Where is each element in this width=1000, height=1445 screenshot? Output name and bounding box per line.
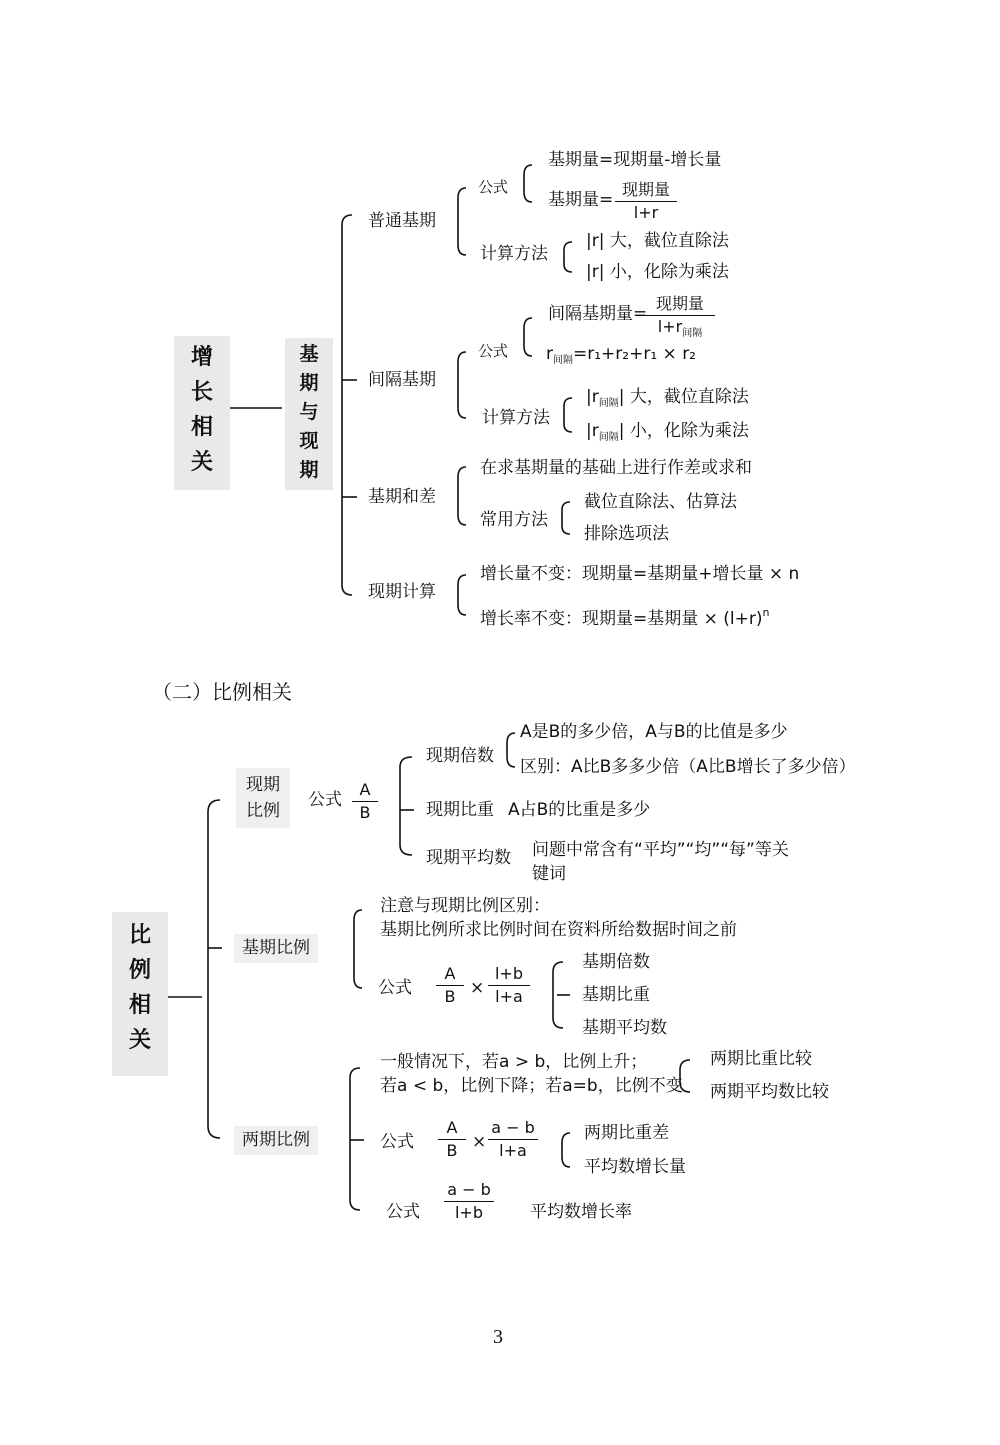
current-average-label: 现期平均数 [426, 848, 511, 868]
page-number: 3 [493, 1326, 503, 1348]
label-line: 比例 [246, 801, 280, 821]
formula-rhs: =r₁+r₂+r₁ × r₂ [573, 344, 697, 364]
current-average-desc: 键词 [532, 864, 566, 884]
fraction [352, 782, 378, 821]
branch-current-ratio [236, 768, 290, 828]
formula-lhs: 基期量= [548, 190, 614, 210]
root-char: 比 [128, 923, 151, 948]
common-method-item: 排除选项法 [584, 524, 669, 544]
two-period-note: 若a < b，比例下降；若a=b，比例不变 [380, 1076, 683, 1096]
node-char: 现 [299, 430, 319, 452]
root-char: 相 [190, 415, 213, 440]
base-ratio-item: 基期比重 [582, 985, 650, 1005]
root-char: 关 [128, 1028, 151, 1053]
branch-two-period-ratio: 两期比例 [234, 1126, 318, 1155]
fraction [488, 1120, 538, 1159]
branch-base-sum-diff: 基期和差 [368, 487, 436, 507]
r-symbol: r [546, 344, 553, 364]
node-char: 期 [299, 372, 319, 394]
root-char: 关 [190, 450, 213, 475]
fraction [438, 1120, 466, 1159]
fraction-numerator: l+b [488, 966, 530, 986]
fraction [436, 966, 464, 1005]
formula-label: 公式 [478, 342, 509, 360]
fraction-numerator: 现期量 [645, 296, 715, 316]
branch-ordinary-base: 普通基期 [368, 211, 436, 231]
fraction-numerator: a − b [488, 1120, 538, 1140]
calc-text: | 小，化除为乘法 [618, 421, 749, 441]
fraction-denominator: B [446, 1141, 458, 1160]
base-ratio-item: 基期平均数 [582, 1018, 667, 1038]
fraction-denominator: B [444, 987, 456, 1006]
root-char: 长 [190, 380, 213, 405]
current-multiple-label: 现期倍数 [426, 746, 494, 766]
current-proportion-desc: A占B的比重是多少 [508, 800, 651, 820]
current-average-desc: 问题中常含有“平均”“均”“每”等关 [532, 840, 789, 860]
current-calc-item: 增长量不变：现期量=基期量+增长量 × n [480, 564, 800, 584]
fraction-denominator: l+a [495, 987, 523, 1006]
fraction-denominator: B [359, 803, 371, 822]
fraction-numerator: a − b [444, 1182, 494, 1202]
den-sub: 间隔 [682, 328, 703, 339]
times-sign: × [470, 978, 485, 998]
fraction-denominator: l+b [454, 1203, 483, 1222]
r-sub: 间隔 [553, 355, 573, 366]
current-multiple-item: 区别：A比B多多少倍（A比B增长了多少倍） [520, 757, 856, 777]
base-ratio-item: 基期倍数 [582, 952, 650, 972]
label-line: 现期 [246, 775, 280, 795]
r-sub: 间隔 [598, 398, 619, 409]
sum-diff-item: 在求基期量的基础上进行作差或求和 [480, 458, 752, 478]
common-method-item: 截位直除法、估算法 [584, 492, 737, 512]
node-base-vs-current [285, 338, 333, 490]
den-main: l+r [657, 317, 683, 336]
calc-method-item [586, 423, 749, 443]
formula-text: 基期量=现期量-增长量 [548, 150, 722, 170]
formula-text [546, 346, 696, 366]
root-node-ratio [112, 912, 168, 1076]
branch-interval-base: 间隔基期 [368, 370, 436, 390]
abs-r: |r [586, 421, 599, 441]
common-method-label: 常用方法 [480, 510, 548, 530]
current-calc-text: 增长率不变：现期量=基期量 × (l+r) [480, 609, 763, 629]
node-char: 与 [299, 401, 319, 423]
branch-current-calc: 现期计算 [368, 582, 436, 602]
calc-method-label: 计算方法 [482, 408, 550, 428]
two-period-item: 平均数增长率 [530, 1202, 632, 1222]
fraction [444, 1182, 494, 1221]
root-char: 增 [190, 345, 213, 370]
two-period-note: 一般情况下，若a > b，比例上升； [380, 1052, 648, 1072]
abs-r: |r [586, 387, 599, 407]
current-calc-item [480, 607, 770, 628]
calc-method-label: 计算方法 [480, 244, 548, 264]
r-sub: 间隔 [598, 432, 619, 443]
fraction [645, 296, 715, 339]
branch-base-ratio: 基期比例 [234, 934, 318, 963]
calc-text: | 大，截位直除法 [618, 387, 749, 407]
base-ratio-note: 基期比例所求比例时间在资料所给数据时间之前 [380, 920, 737, 940]
fraction-numerator: A [352, 782, 378, 802]
two-period-compare: 两期平均数比较 [710, 1082, 829, 1102]
root-char: 例 [128, 958, 151, 983]
base-ratio-note: 注意与现期比例区别： [380, 896, 550, 916]
formula-label: 公式 [378, 978, 412, 998]
calc-method-item: |r| 小，化除为乘法 [586, 262, 729, 282]
fraction-numerator: A [438, 1120, 466, 1140]
root-char: 相 [128, 993, 151, 1018]
times-sign: × [472, 1132, 487, 1152]
formula-label: 公式 [386, 1202, 420, 1222]
two-period-compare: 两期比重比较 [710, 1049, 812, 1069]
fraction-denominator: l+r [633, 203, 659, 222]
node-char: 基 [299, 343, 319, 365]
fraction-denominator: l+a [499, 1141, 527, 1160]
calc-method-item [586, 389, 749, 409]
current-proportion-label: 现期比重 [426, 800, 494, 820]
exponent: n [762, 606, 770, 619]
root-node-growth [174, 336, 230, 490]
current-multiple-item: A是B的多少倍，A与B的比值是多少 [520, 722, 788, 742]
fraction [488, 966, 530, 1005]
fraction-numerator: 现期量 [615, 182, 677, 202]
two-period-item: 平均数增长量 [584, 1157, 686, 1177]
formula-lhs: 间隔基期量= [548, 304, 648, 324]
fraction-denominator [645, 316, 715, 339]
two-period-item: 两期比重差 [584, 1123, 669, 1143]
formula-label: 公式 [478, 178, 509, 196]
fraction [615, 182, 677, 221]
calc-method-item: |r| 大，截位直除法 [586, 231, 729, 251]
formula-label: 公式 [380, 1132, 414, 1152]
fraction-numerator: A [436, 966, 464, 986]
section-heading: （二）比例相关 [152, 680, 292, 704]
node-char: 期 [299, 459, 319, 481]
formula-label: 公式 [308, 790, 342, 810]
